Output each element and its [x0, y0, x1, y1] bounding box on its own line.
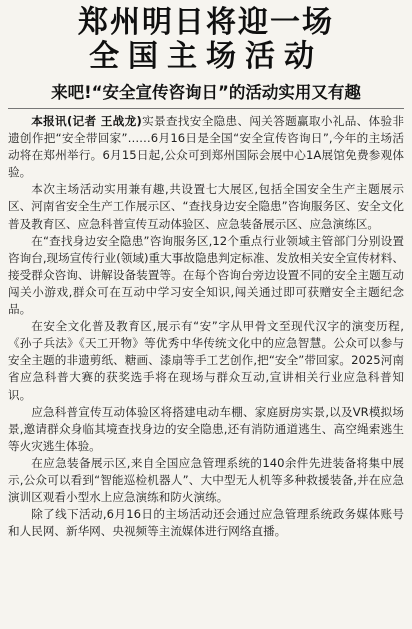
paragraph-3: 在“查找身边安全隐患”咨询服务区,12个重点行业领域主管部门分别设置咨询台,现场宣传行业(领域)重大事故隐患判定标准、发放相关安全宣传材料、接受群众咨询、讲解设备装置等。在每个咨询台旁边设置不同的安全主题互动闯关小游戏,群众可在互动中学习安全知识,闯关通过即可获赠安全主题纪念品。: [8, 233, 404, 317]
headline-line-2: 全国主场活动: [89, 39, 323, 74]
paragraph-1: [8, 113, 404, 181]
paragraph-2: 本次主场活动实用兼有趣,共设置七大展区,包括全国安全生产主题展示区、河南省安全生产工作展示区、“查找身边安全隐患”咨询服务区、安全文化普及教育区、应急科普宣传互动体验区、应急装备展示区、应急演练区。: [8, 182, 404, 231]
article-body: [8, 113, 404, 540]
paragraph-7: 除了线下活动,6月16日的主场活动还会通过应急管理系统政务媒体账号和人民网、新华网、央视频等主流媒体进行网络直播。: [8, 507, 404, 539]
byline-lead: 本报讯(记者 王战龙): [31, 114, 142, 128]
divider-rule: [8, 108, 404, 109]
paragraph-6: 在应急装备展示区,来自全国应急管理系统的140余件先进装备将集中展示,公众可以看到“智能巡检机器人”、大中型无人机等多种救援装备,并在应急演训区观看小型水上应急演练和防火演练。: [8, 455, 404, 505]
paragraph-1-text: 实景查找安全隐患、闯关答题赢取小礼品、体验非遗创作把“安全带回家”……6月16日是全国“安全宣传咨询日”,今年的主场活动将在郑州举行。6月15日起,公众可到郑州国际会展中心1A展馆免费参观体验。: [8, 114, 404, 180]
subheadline: 来吧!“安全宣传咨询日”的活动实用又有趣: [51, 83, 361, 102]
paragraph-4: 在安全文化普及教育区,展示有“安”字从甲骨文至现代汉字的演变历程,《孙子兵法》《天工开物》等优秀中华传统文化中的应急智慧。公众可以参与安全主题的非遗剪纸、糖画、漆扇等手工艺创作,把“安全”带回家。2025河南省应急科普大赛的获奖选手将在现场与群众互动,宣讲相关行业应急科普知识。: [8, 319, 404, 402]
paragraph-5: 应急科普宣传互动体验区将搭建电动车棚、家庭厨房实景,以及VR模拟场景,邀请群众身临其境查找身边的安全隐患,还有消防通道逃生、高空绳索逃生等火灾逃生体验。: [8, 404, 404, 453]
headline-line-1: 郑州明日将迎一场: [78, 5, 334, 40]
